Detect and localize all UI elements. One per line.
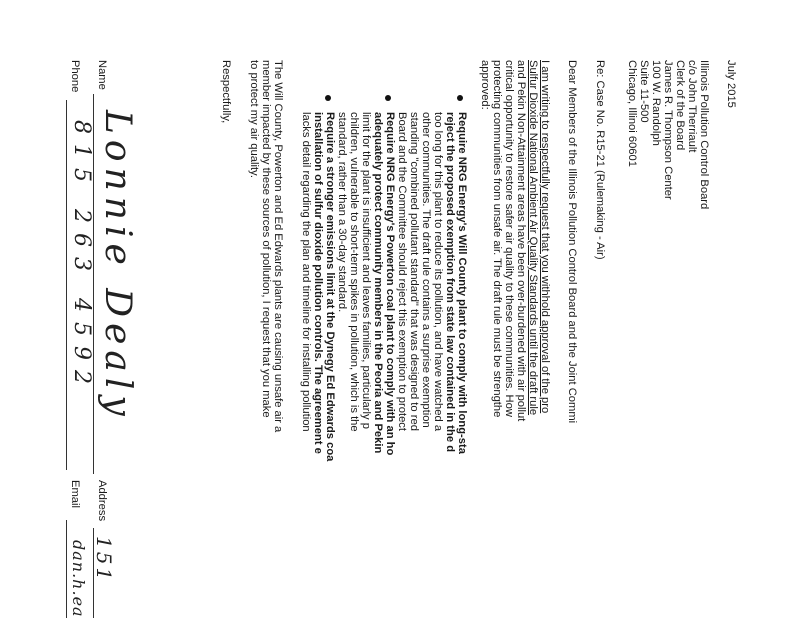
email-value: dan.h.ea [69, 540, 88, 618]
re-line: Re: Case No. R15-21 (Rulemaking - Air) [594, 60, 606, 260]
address-line: Suite 11-500 [638, 60, 650, 123]
bullet1-line: Require NRG Energy's Will County plant to comply with long-sta [456, 112, 468, 454]
phone-value: 815 263 4592 [69, 120, 94, 394]
bullet2-line: limit for the plant is insufficient and leaves families, particularly p [360, 112, 372, 429]
address-line: 100 W. Randolph [650, 60, 662, 146]
intro-line: Sulfur Dioxide National Ambient Air Quality Standards until the draft rule [527, 60, 539, 416]
bullet1-line: Board and the Committee should reject this exemption to protect [396, 112, 408, 432]
phone-label: Phone [69, 60, 81, 93]
phone-rule [66, 100, 67, 470]
bullet1-line: standing "combined pollutant standard" that was designed to red [408, 112, 420, 431]
bullet-icon [385, 95, 391, 101]
bullet-icon [325, 95, 331, 101]
address-value: 151 [92, 536, 116, 584]
closing-line: to protect my air quality. [248, 60, 260, 178]
email-label: Email [69, 480, 81, 508]
salutation: Dear Members of the Illinois Pollution Control Board and the Joint Commi [566, 60, 578, 424]
bullet2-line: adequately protect community members in the Peoria and Pekin [372, 112, 384, 454]
bullet3-line: Require a stronger emissions limit at the Dynegy Ed Edwards coa [324, 112, 336, 462]
name-label: Name [96, 60, 108, 90]
closing-line: The Will County, Powerton and Ed Edwards plants are causing unsafe air a [272, 60, 284, 433]
intro-line: protecting communities from unsafe air. The draft rule must be strengthe [491, 60, 503, 418]
signoff: Respectfully, [220, 60, 232, 124]
address-line: James R. Thompson Center [662, 60, 674, 200]
signature: Lonnie Dealy [97, 110, 138, 422]
intro-line: critical opportunity to restore safer air quality to these communities. How [503, 60, 515, 417]
bullet1-line: too long for this plant to reduce its pollution, and have watched a [432, 112, 444, 432]
closing-line: member impacted by these sources of pollution, I request that you make [260, 60, 272, 418]
bullet1-line: reject the proposed exemption from state law contained in the d [444, 112, 456, 453]
letter-date: July 2015 [725, 60, 737, 108]
bullet-icon [457, 95, 463, 101]
address-line: c/o John Therriault [686, 60, 698, 153]
bullet2-line: standard, rather than a 30-day standard. [336, 112, 348, 313]
bullet3-line: installation of sulfur dioxide pollution controls. The agreement e [312, 112, 324, 454]
bullet3-line: lacks detail regarding the plan and timeline for installing pollution [300, 112, 312, 432]
address-line: Chicago, Illinoi 60601 [626, 60, 638, 167]
bullet2-line: children, vulnerable to short-term spikes in pollution, which is the [348, 112, 360, 432]
address-line: Clerk of the Board [674, 60, 686, 151]
intro-line: approved: [479, 60, 491, 110]
intro-line: I am writing to respectfully request that you withhold approval of the pro [539, 60, 551, 414]
intro-line: and Pekin Non-Attainment areas have been over-burdened with air pollut [515, 60, 527, 422]
bullet2-line: Require NRG Energy's Powerton coal plant to comply with an ho [384, 112, 396, 456]
email-rule [66, 520, 67, 618]
address-line: Illinois Pollution Control Board [698, 60, 710, 210]
address-label: Address [96, 480, 108, 522]
bullet1-line: other communities. The draft rule contains a surprise exemption [420, 112, 432, 428]
